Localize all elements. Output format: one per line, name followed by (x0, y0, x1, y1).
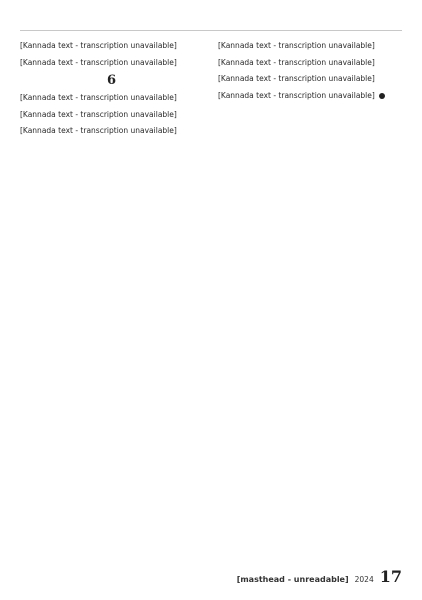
top-rule (20, 30, 402, 31)
left-column (20, 40, 203, 142)
left-paragraph-3: [Kannada text - transcription unavailable] (20, 93, 177, 102)
issue-year: 2024 (354, 575, 374, 584)
magazine-brand: [masthead - unreadable] (236, 575, 349, 584)
page-number: 17 (379, 567, 402, 586)
page-footer (237, 567, 402, 586)
right-paragraph-4-text: [Kannada text - transcription unavailable] (218, 90, 375, 100)
right-paragraph-2: [Kannada text - transcription unavailable] (218, 57, 375, 67)
left-paragraph-5: [Kannada text - transcription unavailable] (20, 126, 177, 135)
left-paragraph-2: [Kannada text - transcription unavailable] (20, 57, 177, 67)
left-paragraph-1: [Kannada text - transcription unavailable] (20, 41, 177, 50)
right-paragraph-1: [Kannada text - transcription unavailable] (218, 41, 375, 50)
right-paragraph-3: [Kannada text - transcription unavailable] (218, 74, 375, 83)
section-number: 6 (106, 73, 117, 88)
right-paragraph-4 (218, 90, 401, 102)
end-of-article-mark (379, 93, 385, 99)
left-paragraph-4: [Kannada text - transcription unavailable] (20, 109, 177, 119)
right-column (218, 40, 401, 106)
